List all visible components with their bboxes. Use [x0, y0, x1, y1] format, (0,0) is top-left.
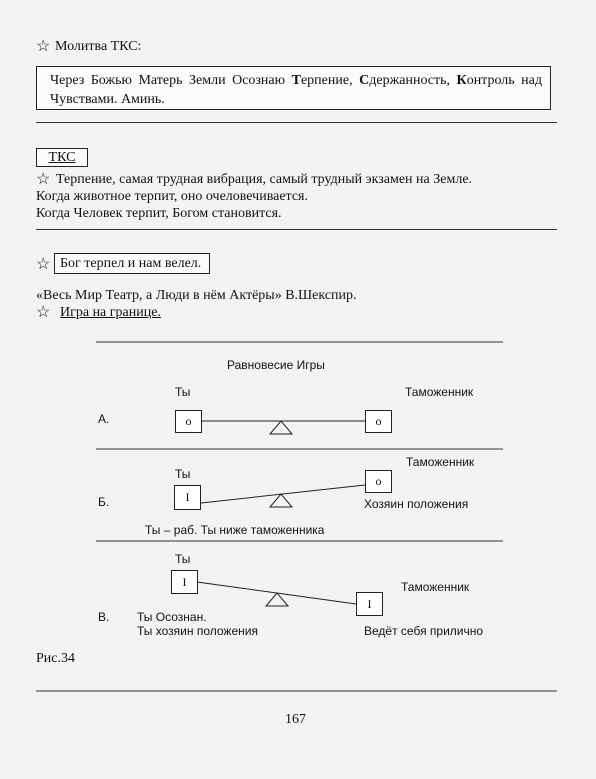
fulcrum-b	[270, 494, 292, 507]
god-label: Бог терпел и нам велел.	[60, 256, 202, 271]
diagram-a-you: Ты	[175, 385, 191, 399]
tks-line-2: Когда животное терпит, оно очеловечивается.	[36, 189, 308, 204]
diagram-b-master-caption: Хозяин положения	[364, 497, 469, 511]
prayer-part: К	[456, 73, 467, 88]
diagram-c-behaves-caption: Ведёт себя прилично	[364, 624, 484, 638]
prayer-part: ерпение,	[300, 73, 360, 88]
you-box-b: I	[174, 485, 201, 510]
fulcrum-a	[270, 421, 292, 434]
diagram-a-title: Равновесие Игры	[227, 358, 325, 372]
diagram-b-note: Ты – раб. Ты ниже таможенника	[145, 523, 325, 537]
tks-line-3: Когда Человек терпит, Богом становится.	[36, 206, 282, 221]
prayer-heading: Молитва ТКС:	[55, 39, 142, 54]
diagram-c-master-caption: Ты хозяин положения	[137, 624, 258, 638]
customs-box-a: o	[365, 410, 392, 433]
customs-box-c: I	[356, 592, 383, 616]
diagram-b-customs: Таможенник	[406, 455, 475, 469]
seesaw-beam-b	[201, 485, 365, 503]
diagram-c-letter: В.	[98, 610, 110, 624]
figure-label: Рис.34	[36, 651, 75, 666]
shakespeare-quote: «Весь Мир Театр, а Люди в нём Актёры» В.Шекспир.	[36, 288, 357, 303]
tks-label: ТКС	[48, 150, 76, 165]
tks-line-1: Терпение, самая трудная вибрация, самый трудный экзамен на Земле.	[56, 172, 473, 187]
diagram-c-customs: Таможенник	[401, 580, 470, 594]
page-number: 167	[285, 712, 306, 727]
game-title: Игра на границе.	[60, 305, 161, 320]
diagram-b-you: Ты	[175, 467, 191, 481]
fulcrum-c	[266, 593, 288, 606]
diagram-a-letter: А.	[98, 412, 110, 426]
you-box-c: I	[171, 570, 198, 594]
diagram-a-customs: Таможенник	[405, 385, 474, 399]
star-icon: ☆	[36, 38, 51, 55]
you-box-a: o	[175, 410, 202, 433]
prayer-part: онтроль над	[466, 73, 542, 88]
prayer-part: Т	[291, 73, 301, 88]
star-icon: ☆	[36, 256, 51, 273]
diagram-c-aware-caption: Ты Осознан.	[137, 610, 207, 624]
prayer-part: Чувствами. Аминь.	[50, 92, 165, 107]
prayer-part: держанность,	[369, 73, 457, 88]
prayer-part: С	[359, 73, 370, 88]
diagram-c-you: Ты	[175, 552, 191, 566]
diagram-b-letter: Б.	[98, 495, 110, 509]
customs-box-b: o	[365, 470, 392, 493]
star-icon: ☆	[36, 304, 51, 321]
star-icon: ☆	[36, 171, 51, 188]
prayer-part: Через Божью Матерь Земли Осознаю	[50, 73, 292, 88]
